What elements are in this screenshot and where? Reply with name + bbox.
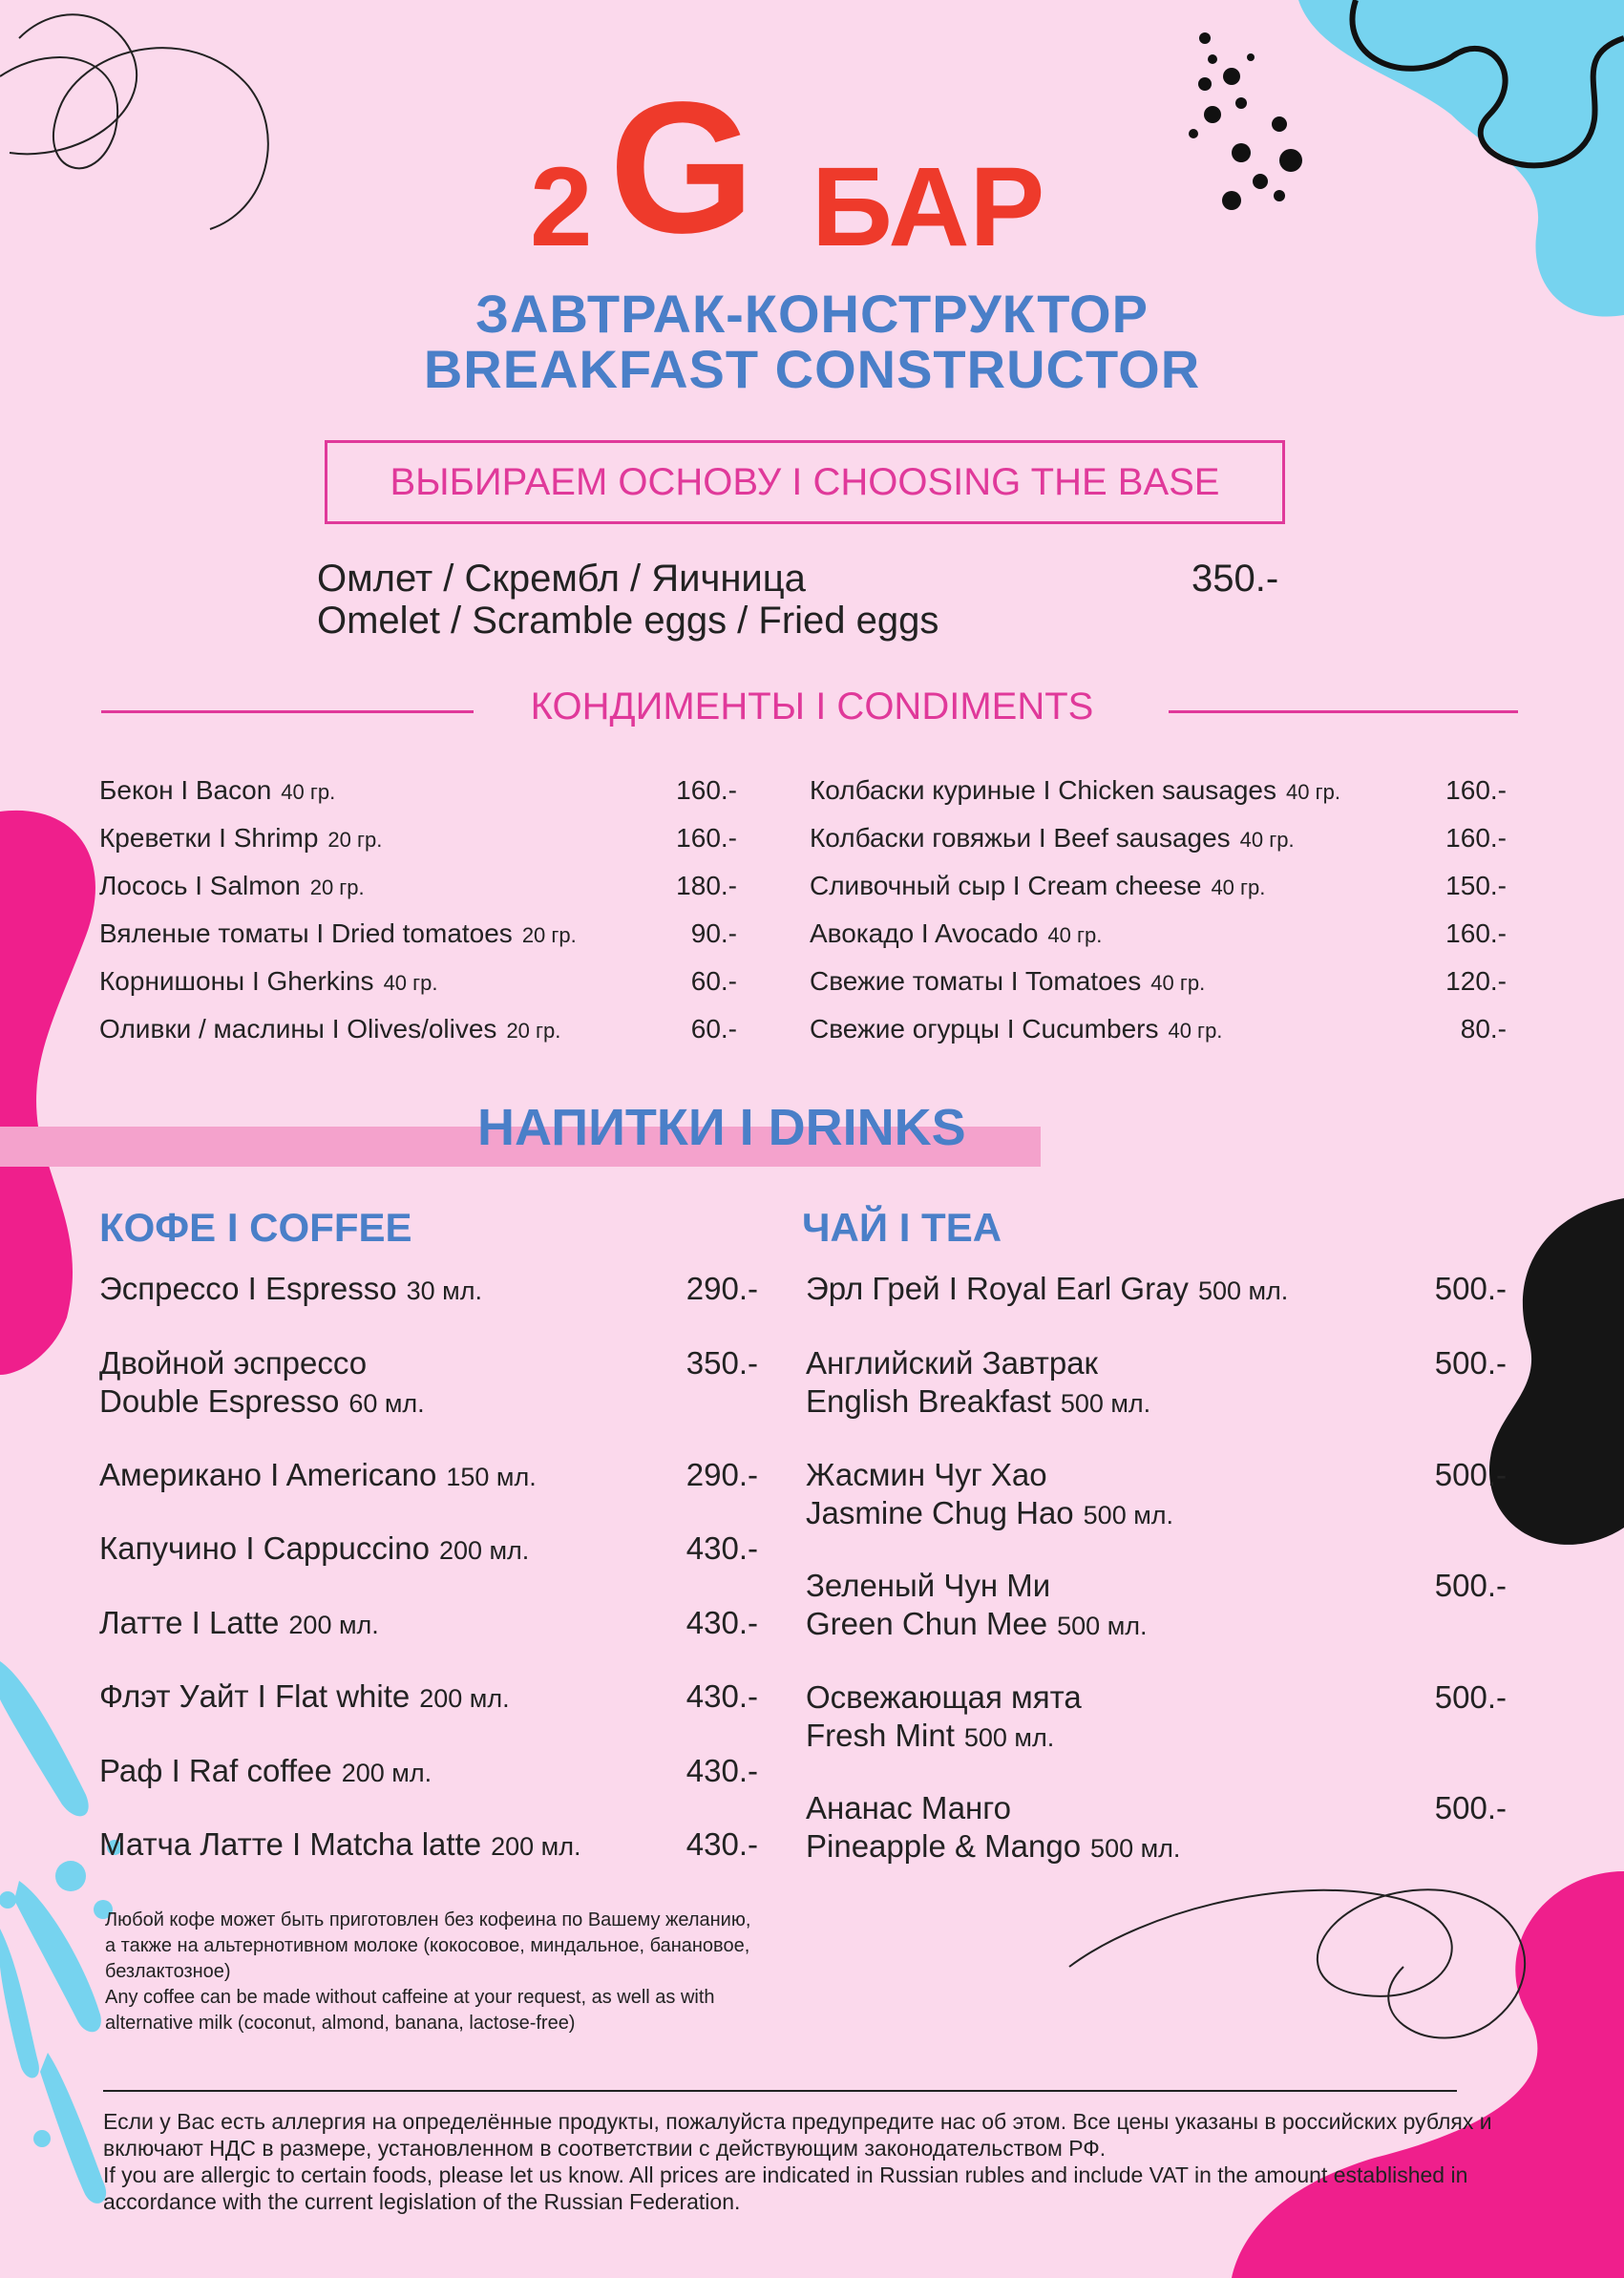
condiment-weight: 40 гр. — [1150, 971, 1206, 995]
condiment-price: 60.- — [690, 1014, 737, 1044]
coffee-volume: 60 мл. — [348, 1389, 425, 1418]
tea-item — [806, 1270, 1507, 1310]
coffee-name: Матча Латте I Matcha latte — [99, 1826, 482, 1862]
tea-item — [806, 1344, 1507, 1423]
coffee-volume: 200 мл. — [419, 1684, 510, 1713]
coffee-item — [99, 1270, 758, 1310]
condiment-weight: 40 гр. — [383, 971, 438, 995]
coffee-price: 430.- — [685, 1678, 758, 1714]
drinks-heading: НАПИТКИ I DRINKS — [477, 1099, 966, 1156]
tea-item — [806, 1456, 1507, 1534]
condiment-price: 90.- — [690, 918, 737, 948]
condiment-price: 160.- — [1445, 775, 1507, 805]
condiment-weight: 20 гр. — [521, 923, 577, 947]
condiment-item — [99, 871, 737, 909]
condiment-name: Вяленые томаты I Dried tomatoes — [99, 918, 513, 948]
tea-name-en: Jasmine Chug Hao — [806, 1495, 1074, 1530]
tea-name-en: Pineapple & Mango — [806, 1828, 1082, 1864]
tea-price: 500.- — [1434, 1568, 1507, 1603]
coffee-price: 430.- — [685, 1605, 758, 1640]
tea-item — [806, 1789, 1507, 1867]
coffee-item — [99, 1825, 758, 1866]
coffee-item — [99, 1344, 758, 1423]
condiment-item — [810, 918, 1507, 957]
condiment-price: 80.- — [1460, 1014, 1507, 1044]
tea-volume: 500 мл. — [963, 1723, 1055, 1752]
condiment-name: Авокадо I Avocado — [810, 918, 1039, 948]
condiment-item — [99, 966, 737, 1004]
coffee-name-en: Double Espresso — [99, 1383, 340, 1419]
coffee-volume: 30 мл. — [406, 1276, 482, 1305]
logo-letter: G — [609, 63, 755, 272]
tea-volume: 500 мл. — [1060, 1389, 1151, 1418]
condiments-header — [0, 686, 1624, 733]
logo — [0, 63, 1624, 272]
tea-volume: 500 мл. — [1090, 1834, 1181, 1863]
condiment-price: 150.- — [1445, 871, 1507, 900]
coffee-item — [99, 1752, 758, 1792]
title-ru: ЗАВТРАК-КОНСТРУКТОР — [475, 284, 1149, 344]
condiment-weight: 40 гр. — [1211, 875, 1266, 899]
base-heading-box — [325, 440, 1285, 524]
coffee-item — [99, 1677, 758, 1718]
condiment-name: Креветки I Shrimp — [99, 823, 319, 853]
coffee-name-ru: Двойной эспрессо — [99, 1345, 368, 1381]
coffee-price: 290.- — [685, 1271, 758, 1306]
coffee-volume: 200 мл. — [438, 1536, 530, 1565]
condiment-price: 120.- — [1445, 966, 1507, 996]
tea-item — [806, 1678, 1507, 1757]
tea-name-ru: Жасмин Чуг Хао — [806, 1457, 1047, 1492]
tea-price: 500.- — [1434, 1271, 1507, 1306]
tea-price: 500.- — [1434, 1457, 1507, 1492]
condiment-name: Свежие огурцы I Cucumbers — [810, 1014, 1159, 1044]
condiment-name: Сливочный сыр I Cream cheese — [810, 871, 1202, 900]
coffee-volume: 200 мл. — [288, 1611, 379, 1639]
condiment-name: Лосось I Salmon — [99, 871, 301, 900]
tea-volume: 500 мл. — [1083, 1501, 1174, 1529]
condiment-item — [99, 775, 737, 813]
coffee-name: Эспрессо I Espresso — [99, 1271, 397, 1306]
tea-volume: 500 мл. — [1197, 1276, 1289, 1305]
condiment-item — [99, 823, 737, 861]
condiment-item — [810, 966, 1507, 1004]
tea-name: Эрл Грей I Royal Earl Gray — [806, 1271, 1189, 1306]
tea-name-ru: Зеленый Чун Ми — [806, 1568, 1051, 1603]
condiment-item — [99, 918, 737, 957]
coffee-volume: 200 мл. — [341, 1759, 432, 1787]
logo-word: БАР — [812, 144, 1045, 270]
condiment-name: Корнишоны I Gherkins — [99, 966, 374, 996]
coffee-item — [99, 1604, 758, 1644]
condiment-item — [810, 823, 1507, 861]
coffee-price: 350.- — [685, 1345, 758, 1381]
condiment-name: Колбаски говяжьи I Beef sausages — [810, 823, 1231, 853]
base-item-ru: Омлет / Скрембл / Яичница — [317, 558, 806, 600]
coffee-heading: КОФЕ I COFFEE — [99, 1205, 412, 1250]
coffee-note — [105, 1908, 754, 2036]
tea-name-ru: Английский Завтрак — [806, 1345, 1098, 1381]
tea-price: 500.- — [1434, 1679, 1507, 1715]
condiment-name: Бекон I Bacon — [99, 775, 272, 805]
tea-name-en: Fresh Mint — [806, 1718, 955, 1753]
black-blob-right — [1489, 1198, 1624, 1545]
condiment-price: 180.- — [676, 871, 737, 900]
condiment-weight: 40 гр. — [1239, 828, 1295, 852]
footer-ru: Если у Вас есть аллергия на определённые продукты, пожалуйста предупредите нас об этом. Все цены указаны в российских рублях и включают НДС в размере, установленном в соответствии с действующим законодательством РФ. — [103, 2109, 1492, 2161]
coffee-name: Капучино I Cappuccino — [99, 1530, 430, 1566]
coffee-price: 430.- — [685, 1753, 758, 1788]
scribble-bottom-right — [1069, 1889, 1525, 2037]
coffee-volume: 200 мл. — [491, 1832, 581, 1861]
magenta-blob-left — [0, 811, 95, 1375]
condiment-weight: 20 гр. — [327, 828, 383, 852]
condiment-name: Колбаски куриные I Chicken sausages — [810, 775, 1277, 805]
coffee-note-en: Any coffee can be made without caffeine at your request, as well as with alternative milk (coconut, almond, banana, lactose-free) — [105, 1987, 715, 2034]
tea-volume: 500 мл. — [1057, 1612, 1148, 1640]
footer-en: If you are allergic to certain foods, please let us know. All prices are indicated in Russian rubles and include VAT in the amount established in accordance with the current legislation of the Russian Federation. — [103, 2162, 1468, 2214]
condiments-heading: КОНДИМЕНТЫ I CONDIMENTS — [530, 686, 1094, 728]
tea-name-ru: Ананас Манго — [806, 1790, 1011, 1825]
coffee-name: Флэт Уайт I Flat white — [99, 1678, 411, 1714]
condiment-price: 160.- — [1445, 823, 1507, 853]
condiment-item — [810, 775, 1507, 813]
coffee-volume: 150 мл. — [446, 1463, 537, 1491]
condiment-item — [810, 871, 1507, 909]
base-item-en: Omelet / Scramble eggs / Fried eggs — [317, 600, 939, 642]
magenta-blob-bottom-right — [1232, 1871, 1624, 2278]
condiment-weight: 20 гр. — [506, 1019, 561, 1043]
logo-digit: 2 — [530, 144, 593, 270]
condiment-price: 160.- — [676, 823, 737, 853]
base-heading: ВЫБИРАЕМ ОСНОВУ I CHOOSING THE BASE — [390, 460, 1220, 503]
condiment-weight: 40 гр. — [281, 780, 336, 804]
condiment-price: 160.- — [676, 775, 737, 805]
coffee-name: Латте I Latte — [99, 1605, 280, 1640]
coffee-price: 430.- — [685, 1530, 758, 1566]
condiment-weight: 20 гр. — [309, 875, 365, 899]
condiment-item — [99, 1014, 737, 1052]
tea-heading: ЧАЙ I TEA — [802, 1205, 1002, 1250]
condiment-price: 60.- — [690, 966, 737, 996]
coffee-price: 290.- — [685, 1457, 758, 1492]
coffee-item — [99, 1529, 758, 1570]
footer-disclaimer — [103, 2108, 1516, 2215]
condiment-weight: 40 гр. — [1286, 780, 1340, 804]
condiment-weight: 40 гр. — [1047, 923, 1103, 947]
coffee-note-ru: Любой кофе может быть приготовлен без кофеина по Вашему желанию, а также на альтернотивном молоке (кокосовое, миндальное, банановое, безлактозное) — [105, 1909, 751, 1982]
coffee-item — [99, 1456, 758, 1496]
condiment-price: 160.- — [1445, 918, 1507, 948]
tea-name-en: English Breakfast — [806, 1383, 1051, 1419]
coffee-name: Американо I Americano — [99, 1457, 437, 1492]
tea-name-en: Green Chun Mee — [806, 1606, 1048, 1641]
condiment-item — [810, 1014, 1507, 1052]
tea-name-ru: Освежающая мята — [806, 1679, 1082, 1715]
footer-divider — [103, 2090, 1457, 2092]
tea-item — [806, 1567, 1507, 1645]
coffee-name: Раф I Raf coffee — [99, 1753, 332, 1788]
divider-right — [1169, 710, 1518, 713]
condiment-name: Оливки / маслины I Olives/olives — [99, 1014, 497, 1044]
base-item-price: 350.- — [1192, 558, 1279, 600]
title-en: BREAKFAST CONSTRUCTOR — [423, 339, 1201, 399]
tea-price: 500.- — [1434, 1345, 1507, 1381]
condiment-name: Свежие томаты I Tomatoes — [810, 966, 1142, 996]
tea-price: 500.- — [1434, 1790, 1507, 1825]
coffee-price: 430.- — [685, 1826, 758, 1862]
condiment-weight: 40 гр. — [1168, 1019, 1223, 1043]
